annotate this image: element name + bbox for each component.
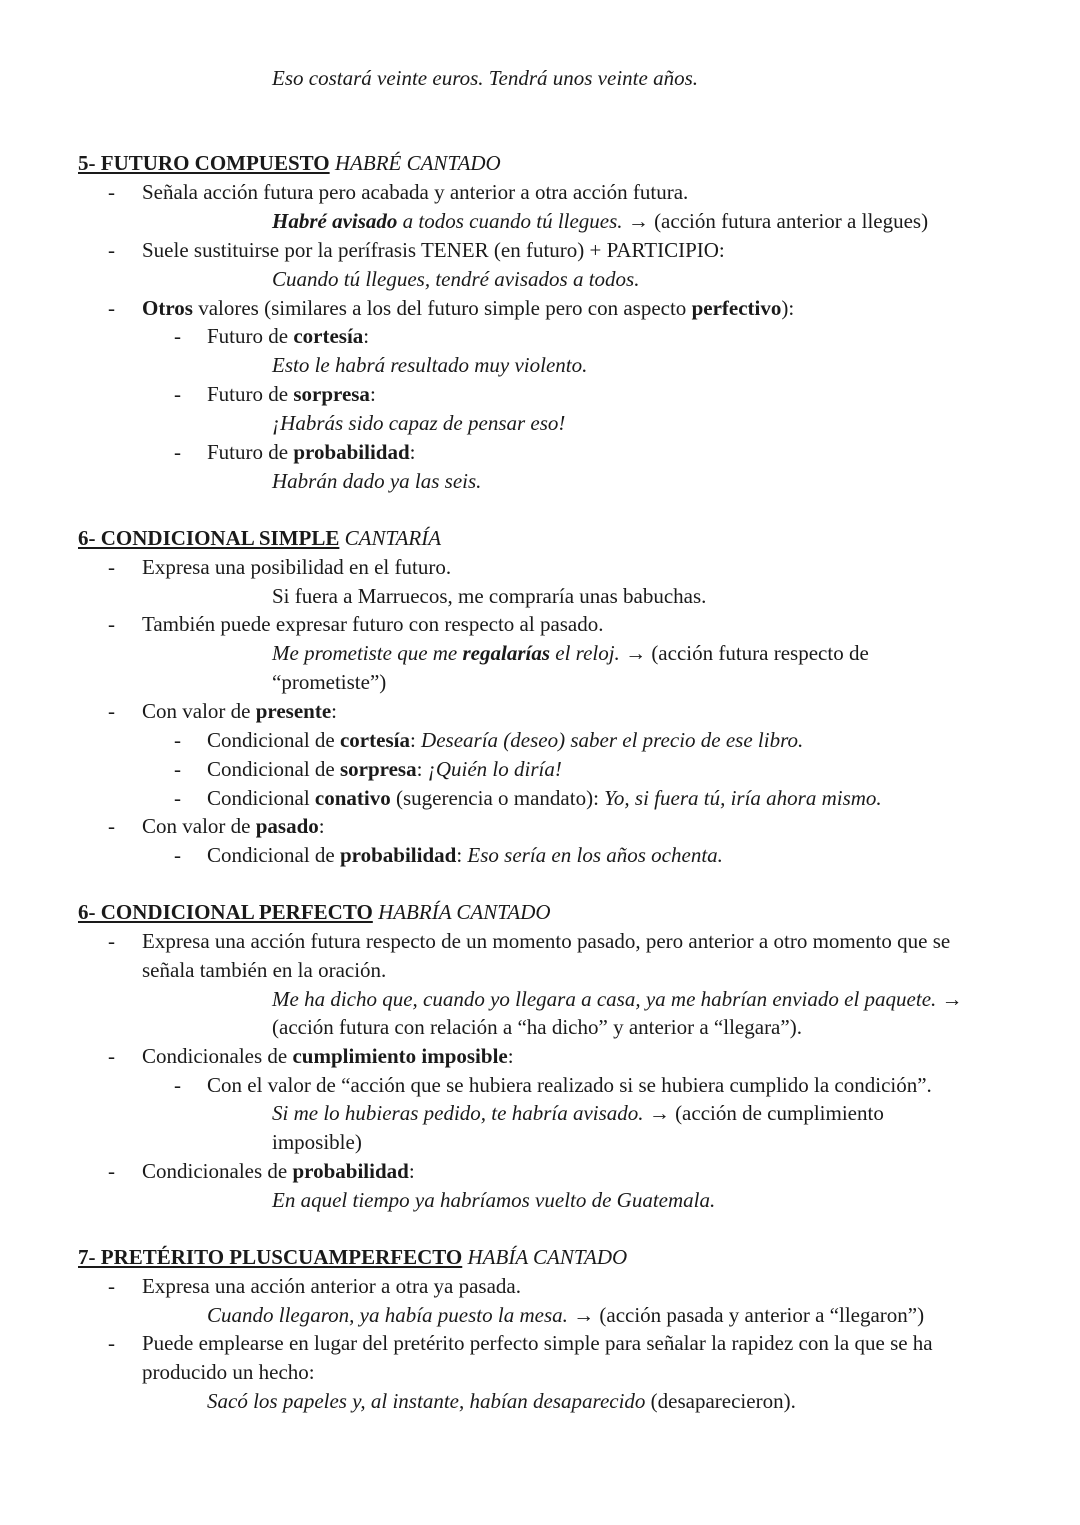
text: Condicionales de <box>142 1159 293 1183</box>
text: Con valor de <box>142 699 256 723</box>
sub-bullet-text <box>207 438 416 467</box>
text: valores (similares a los del futuro simple pero con aspecto <box>192 296 692 320</box>
section-6-perfecto-heading <box>78 898 551 927</box>
bullet-text-cont: producido un hecho: <box>142 1360 315 1384</box>
sub-bullet-dash: - <box>174 728 181 752</box>
sub-bullet-text <box>207 784 882 813</box>
text: Futuro de <box>207 324 294 348</box>
bold-text: sorpresa <box>339 757 417 781</box>
bullet-text: Expresa una acción futura respecto de un momento pasado, pero anterior a otro momento que se <box>142 929 951 953</box>
example-line: ¡Habrás sido capaz de pensar eso! <box>272 411 566 435</box>
bold-text: perfectivo <box>691 296 782 320</box>
example-note-cont: “prometiste”) <box>272 670 387 694</box>
bold-text: probabilidad <box>293 440 410 464</box>
text: : <box>409 728 422 752</box>
example-italic: ¡Quién lo diría! <box>427 757 562 781</box>
bullet-text <box>142 697 337 726</box>
text: Futuro de <box>207 440 294 464</box>
example-line <box>272 985 963 1014</box>
example-note: → (acción de cumplimiento <box>643 1101 884 1125</box>
example-line <box>207 1301 924 1330</box>
section-title: 5- FUTURO COMPUESTO <box>78 151 330 175</box>
section-form: HABRÍA CANTADO <box>378 900 551 924</box>
text: ): <box>781 296 795 320</box>
section-title: 6- CONDICIONAL PERFECTO <box>78 900 373 924</box>
sub-bullet-dash: - <box>174 1073 181 1097</box>
text: : <box>507 1044 514 1068</box>
section-6-simple-heading <box>78 524 441 553</box>
bullet-dash: - <box>108 238 115 262</box>
sub-bullet-text <box>207 841 723 870</box>
sub-bullet-dash: - <box>174 843 181 867</box>
example-italic: Si me lo hubieras pedido, te habría avisado. <box>272 1101 644 1125</box>
bullet-dash: - <box>108 555 115 579</box>
section-form: HABRÉ CANTADO <box>334 151 501 175</box>
sub-bullet-text: Con el valor de “acción que se hubiera realizado si se hubiera cumplido la condición”. <box>207 1073 932 1097</box>
section-7-heading <box>78 1243 627 1272</box>
text: Condicionales de <box>142 1044 293 1068</box>
section-form: CANTARÍA <box>344 526 442 550</box>
text: Futuro de <box>207 382 294 406</box>
bold-text: pasado <box>255 814 319 838</box>
bold-text: cortesía <box>293 324 364 348</box>
example-italic: Eso sería en los años ochenta. <box>467 843 723 867</box>
text: : <box>331 699 338 723</box>
bullet-dash: - <box>108 612 115 636</box>
section-form: HABÍA CANTADO <box>467 1245 628 1269</box>
example-note: → (acción futura anterior a llegues) <box>622 209 929 233</box>
sub-bullet-text <box>207 726 803 755</box>
bullet-text: Puede emplearse en lugar del pretérito perfecto simple para señalar la rapidez con la que se ha <box>142 1331 933 1355</box>
bullet-text-cont: señala también en la oración. <box>142 958 387 982</box>
example-bold: Habré avisado <box>272 209 398 233</box>
text: : <box>318 814 325 838</box>
text: : <box>363 324 370 348</box>
bullet-text <box>142 294 794 323</box>
bold-text: sorpresa <box>293 382 370 406</box>
section-5-heading <box>78 149 501 178</box>
bold-text: Otros <box>142 296 193 320</box>
example-line <box>272 207 928 236</box>
text: : <box>369 382 376 406</box>
bullet-text: También puede expresar futuro con respecto al pasado. <box>142 612 604 636</box>
sub-bullet-text <box>207 380 376 409</box>
arrow: → <box>936 987 963 1011</box>
bold-text: cortesía <box>339 728 410 752</box>
bullet-dash: - <box>108 1274 115 1298</box>
example-italic: el reloj. <box>550 641 620 665</box>
bullet-dash: - <box>108 699 115 723</box>
text: : <box>416 757 428 781</box>
text: Condicional de <box>207 728 340 752</box>
example-note: → (acción futura respecto de <box>619 641 869 665</box>
section-title: 6- CONDICIONAL SIMPLE <box>78 526 340 550</box>
example-note-cont: (acción futura con relación a “ha dicho” y anterior a “llegara”). <box>272 1015 802 1039</box>
text: : <box>408 1159 415 1183</box>
section-title: 7- PRETÉRITO PLUSCUAMPERFECTO <box>78 1245 463 1269</box>
example-top: Eso costará veinte euros. Tendrá unos veinte años. <box>272 66 698 90</box>
example-line: Cuando tú llegues, tendré avisados a todos. <box>272 267 640 291</box>
example-italic: Me prometiste que me <box>272 641 463 665</box>
example-bold: regalarías <box>462 641 551 665</box>
sub-bullet-dash: - <box>174 382 181 406</box>
bold-text: probabilidad <box>339 843 457 867</box>
text: : <box>456 843 468 867</box>
example-italic: Yo, si fuera tú, iría ahora mismo. <box>604 786 882 810</box>
example-line <box>272 1099 884 1128</box>
text: Condicional de <box>207 757 340 781</box>
bullet-text: Señala acción futura pero acabada y anterior a otra acción futura. <box>142 180 689 204</box>
sub-bullet-text <box>207 322 369 351</box>
bullet-text <box>142 1157 415 1186</box>
bullet-text: Suele sustituirse por la perífrasis TENER (en futuro) + PARTICIPIO: <box>142 238 725 262</box>
example-line: Si fuera a Marruecos, me compraría unas babuchas. <box>272 584 707 608</box>
bullet-dash: - <box>108 296 115 320</box>
example-line <box>272 639 869 668</box>
example-italic: Me ha dicho que, cuando yo llegara a casa, ya me habrían enviado el paquete. <box>272 987 937 1011</box>
sub-bullet-dash: - <box>174 757 181 781</box>
text: Condicional de <box>207 843 340 867</box>
sub-bullet-dash: - <box>174 440 181 464</box>
bold-text: cumplimiento imposible <box>292 1044 508 1068</box>
sub-bullet-dash: - <box>174 324 181 348</box>
bold-text: probabilidad <box>292 1159 409 1183</box>
bullet-dash: - <box>108 1331 115 1355</box>
example-line: Esto le habrá resultado muy violento. <box>272 353 588 377</box>
bullet-text: Expresa una posibilidad en el futuro. <box>142 555 452 579</box>
example-note: → (acción pasada y anterior a “llegaron”) <box>567 1303 925 1327</box>
example-note-cont: imposible) <box>272 1130 362 1154</box>
sub-bullet-text <box>207 755 562 784</box>
example-line <box>207 1387 796 1416</box>
bullet-text <box>142 1042 514 1071</box>
bullet-dash: - <box>108 1044 115 1068</box>
text: Con valor de <box>142 814 256 838</box>
text: (sugerencia o mandato): <box>390 786 605 810</box>
bold-text: conativo <box>314 786 391 810</box>
bold-text: presente <box>255 699 332 723</box>
bullet-dash: - <box>108 929 115 953</box>
bullet-dash: - <box>108 1159 115 1183</box>
bullet-text: Expresa una acción anterior a otra ya pasada. <box>142 1274 521 1298</box>
example-note: (desaparecieron). <box>645 1389 796 1413</box>
example-italic: Sacó los papeles y, al instante, habían desaparecido <box>207 1389 646 1413</box>
text: Condicional <box>207 786 315 810</box>
bullet-dash: - <box>108 814 115 838</box>
bullet-text <box>142 812 325 841</box>
bullet-dash: - <box>108 180 115 204</box>
text: : <box>409 440 416 464</box>
example-italic: a todos cuando tú llegues. <box>397 209 623 233</box>
example-italic: Cuando llegaron, ya había puesto la mesa. <box>207 1303 568 1327</box>
example-line: Habrán dado ya las seis. <box>272 469 482 493</box>
sub-bullet-dash: - <box>174 786 181 810</box>
example-line: En aquel tiempo ya habríamos vuelto de Guatemala. <box>272 1188 716 1212</box>
example-italic: Desearía (deseo) saber el precio de ese libro. <box>421 728 804 752</box>
